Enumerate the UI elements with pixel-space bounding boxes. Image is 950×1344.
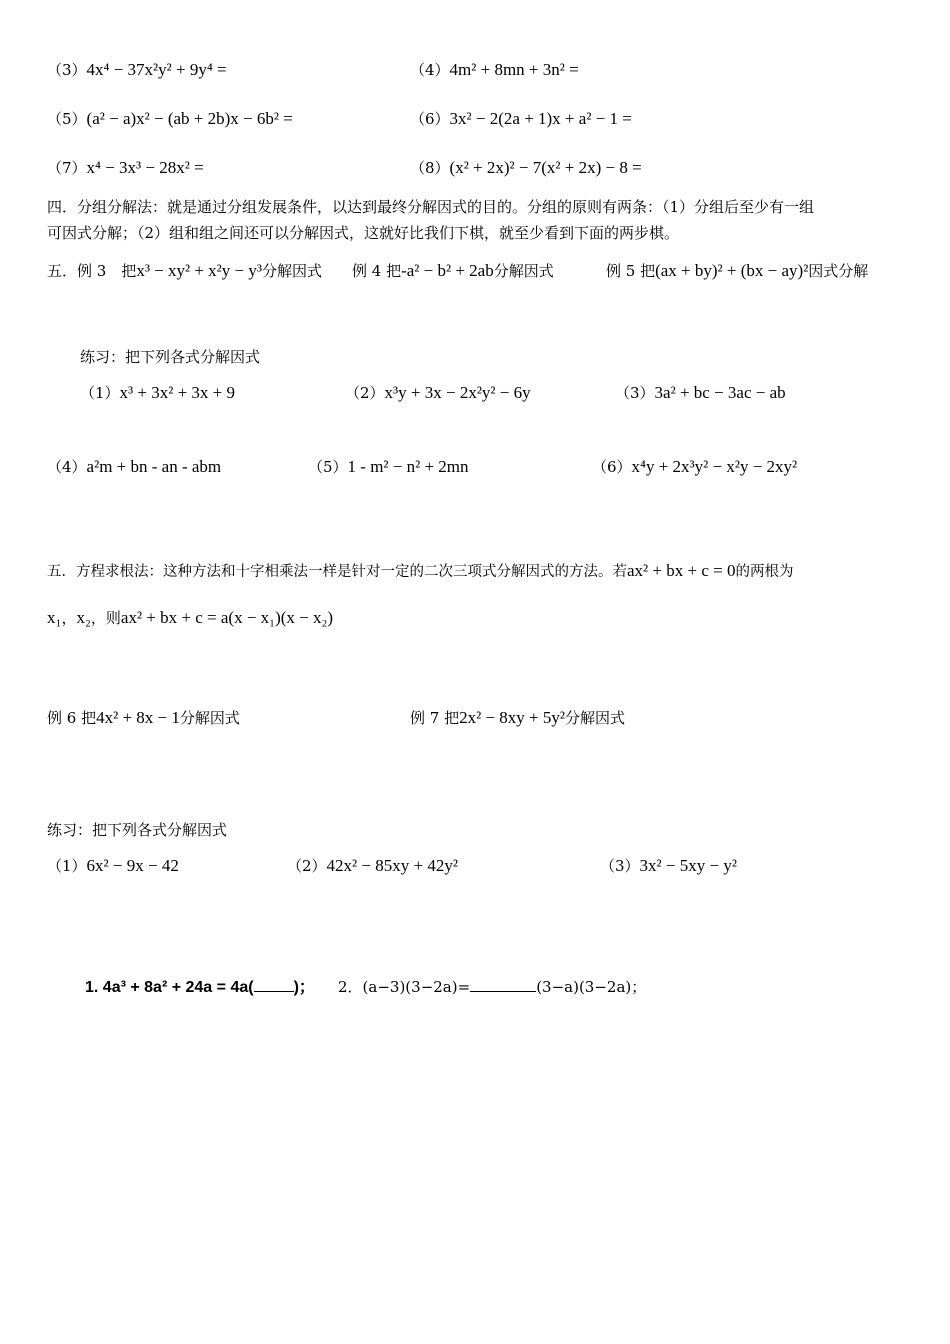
- example-4-prefix: 例 4 把: [352, 262, 402, 280]
- problem-3-expression: 4x⁴ − 37x²y² + 9y⁴ =: [86, 60, 227, 79]
- example-5: [606, 261, 868, 281]
- section-4-line-1: 四．分组分解法：就是通过分组发展条件，以达到最终分解因式的目的。分组的原则有两条：（1）分组后至少有一组: [47, 198, 815, 216]
- practice-1-item-5-expression: 1 - m² − n² + 2mn: [347, 457, 469, 476]
- practice-1-item-3: [615, 383, 786, 403]
- practice-2-title: 练习：把下列各式分解因式: [47, 821, 228, 839]
- problem-7-expression: x⁴ − 3x³ − 28x² =: [86, 158, 204, 177]
- section-5-then: ，则: [90, 609, 121, 627]
- example-5-suffix: 因式分解: [808, 262, 869, 280]
- problem-6-label: （6）: [410, 110, 450, 128]
- problem-6-expression: 3x² − 2(2a + 1)x + a² − 1 =: [449, 109, 632, 128]
- practice-2-item-1: [47, 856, 179, 876]
- practice-2-item-3-label: （3）: [600, 857, 640, 875]
- problem-4-label: （4）: [410, 61, 450, 79]
- practice-1-item-1: [80, 383, 235, 403]
- example-6: [47, 708, 240, 728]
- practice-1-item-6: [592, 457, 797, 477]
- practice-1-title: 练习：把下列各式分解因式: [80, 348, 261, 366]
- fill-question-2-blank[interactable]: [470, 991, 536, 992]
- problem-8-label: （8）: [410, 159, 450, 177]
- example-5-expression: (ax + by)² + (bx − ay)²: [655, 261, 809, 280]
- practice-2-item-1-expression: 6x² − 9x − 42: [86, 856, 179, 875]
- practice-1-item-1-expression: x³ + 3x² + 3x + 9: [119, 383, 236, 402]
- practice-2-item-1-label: （1）: [47, 857, 87, 875]
- example-7-prefix: 例 7 把: [410, 709, 460, 727]
- problem-3-label: （3）: [47, 61, 87, 79]
- root-x1: x₁: [47, 608, 62, 627]
- practice-1-item-4-label: （4）: [47, 458, 87, 476]
- problem-5-label: （5）: [47, 110, 87, 128]
- practice-2-item-3-expression: 3x² − 5xy − y²: [639, 856, 737, 875]
- example-5-prefix: 例 5 把: [606, 262, 656, 280]
- problem-7-label: （7）: [47, 159, 87, 177]
- example-3-suffix: 分解因式: [261, 262, 322, 280]
- fill-question-1-end: )；: [293, 979, 315, 996]
- example-3-expression: x³ − xy² + x²y − y³: [136, 261, 262, 280]
- practice-1-item-2: [345, 383, 531, 403]
- section-5-intro: 五．方程求根法：这种方法和十字相乘法一样是针对一定的二次三项式分解因式的方法。若: [47, 564, 627, 580]
- example-7-suffix: 分解因式: [564, 709, 625, 727]
- problem-4-expression: 4m² + 8mn + 3n² =: [449, 60, 579, 79]
- practice-1-item-2-label: （2）: [345, 384, 385, 402]
- example-4-expression: -a² − b² + 2ab: [401, 261, 494, 280]
- practice-1-item-3-label: （3）: [615, 384, 655, 402]
- example-6-suffix: 分解因式: [179, 709, 240, 727]
- practice-2-item-2-expression: 42x² − 85xy + 42y²: [326, 856, 458, 875]
- practice-2-item-2: [287, 856, 458, 876]
- example-6-prefix: 例 6 把: [47, 709, 97, 727]
- section-5-line-1: [47, 561, 793, 582]
- practice-1-item-4: [47, 457, 221, 477]
- section-5-equation: ax² + bx + c = 0: [627, 561, 736, 580]
- problem-8: [410, 158, 642, 178]
- fill-question-1-blank[interactable]: [254, 991, 294, 992]
- problem-8-expression: (x² + 2x)² − 7(x² + 2x) − 8 =: [449, 158, 642, 177]
- example-3: [47, 261, 322, 281]
- practice-2-item-3: [600, 856, 737, 876]
- example-4: [352, 261, 554, 281]
- fill-question-2-end: (3−a)(3−2a)；: [536, 978, 647, 996]
- fill-question-2: [338, 977, 646, 997]
- section-5-sep: ，: [61, 609, 77, 627]
- fill-question-1-text: 1. 4a³ + 8a² + 24a = 4a(: [85, 979, 254, 996]
- problem-5-expression: (a² − a)x² − (ab + 2b)x − 6b² =: [86, 109, 293, 128]
- example-4-suffix: 分解因式: [493, 262, 554, 280]
- practice-1-item-3-expression: 3a² + bc − 3ac − ab: [654, 383, 786, 402]
- practice-2-item-2-label: （2）: [287, 857, 327, 875]
- practice-1-item-5-label: （5）: [308, 458, 348, 476]
- section-5-tail: 的两根为: [735, 564, 794, 580]
- problem-3: [47, 60, 227, 80]
- problem-4: [410, 60, 579, 80]
- practice-1-item-1-label: （1）: [80, 384, 120, 402]
- practice-1-item-4-expression: a²m + bn - an - abm: [86, 457, 222, 476]
- problem-7: [47, 158, 204, 178]
- problem-5: [47, 109, 293, 129]
- practice-1-item-6-label: （6）: [592, 458, 632, 476]
- section-4-line-2: 可因式分解；（2）组和组之间还可以分解因式，这就好比我们下棋，就至少看到下面的两步棋。: [47, 224, 680, 242]
- section-5-factor-formula: ax² + bx + c = a(x − x₁)(x − x₂): [120, 608, 334, 627]
- practice-1-item-5: [308, 457, 469, 477]
- example-6-expression: 4x² + 8x − 1: [96, 708, 180, 727]
- problem-6: [410, 109, 632, 129]
- example-7: [410, 708, 625, 728]
- fill-question-1: [85, 977, 315, 998]
- example-3-prefix: 五．例 3 把: [47, 262, 137, 280]
- practice-1-item-2-expression: x³y + 3x − 2x²y² − 6y: [384, 383, 531, 402]
- example-7-expression: 2x² − 8xy + 5y²: [459, 708, 565, 727]
- root-x2: x₂: [76, 608, 91, 627]
- fill-question-2-text: 2．(a−3)(3−2a)=: [338, 978, 471, 996]
- practice-1-item-6-expression: x⁴y + 2x³y² − x²y − 2xy²: [631, 457, 798, 476]
- section-5-line-2: [47, 608, 333, 628]
